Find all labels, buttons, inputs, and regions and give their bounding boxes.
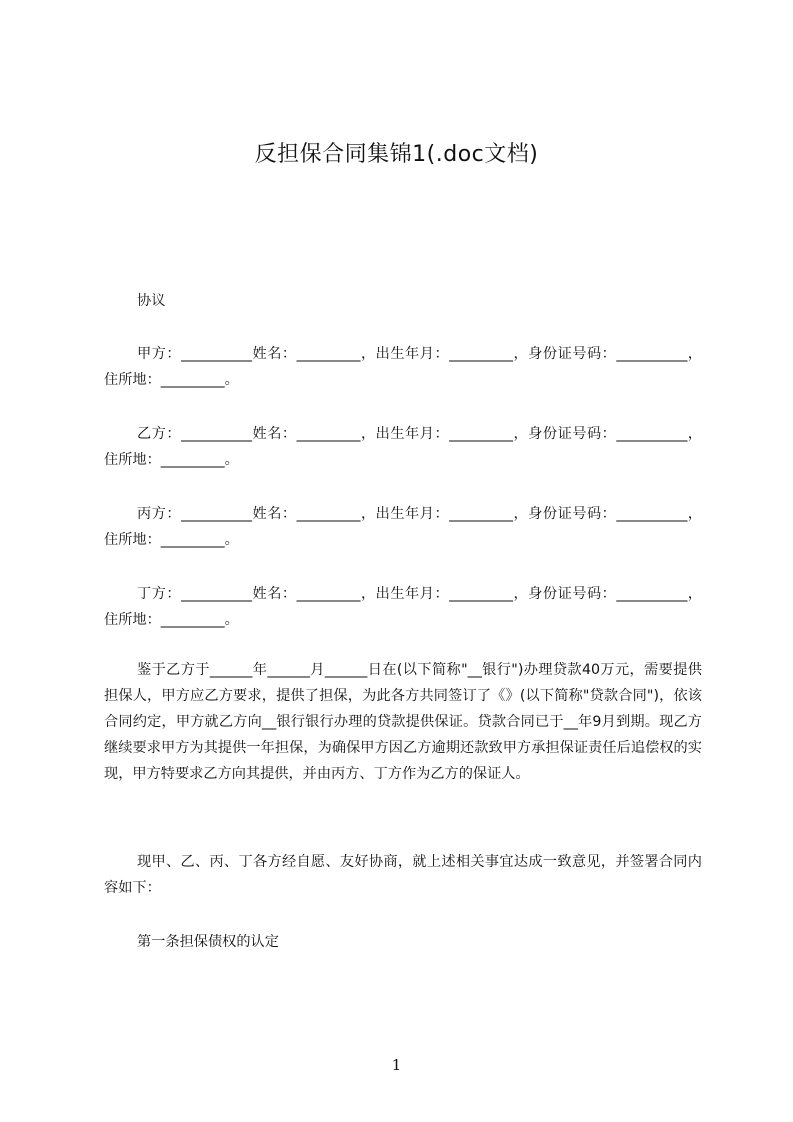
party-ding-block [104, 581, 702, 633]
intro-heading: 协议 [137, 293, 166, 309]
agreement-paragraph-block [104, 849, 702, 901]
party-bing-line: 丙方：__________姓名：_________，出生年月：_________，身份证号码：__________，住所地：_________。 [104, 506, 702, 548]
party-yi-line: 乙方：__________姓名：_________，出生年月：_________，身份证号码：__________，住所地：_________。 [104, 426, 702, 468]
recital-paragraph-block [104, 657, 702, 787]
party-yi-block [104, 421, 702, 473]
document-title: 反担保合同集锦1(.doc文档) [254, 142, 539, 167]
party-bing-block [104, 501, 702, 553]
party-jia-line: 甲方：__________姓名：_________，出生年月：_________，身份证号码：__________，住所地：_________。 [104, 346, 702, 388]
agreement-paragraph: 现甲、乙、丙、丁各方经自愿、友好协商，就上述相关事宜达成一致意见，并签署合同内容如下： [104, 854, 702, 896]
recital-paragraph: 鉴于乙方于______年______月______日在(以下简称"__银行")办理贷款40万元，需要提供担保人，甲方应乙方要求，提供了担保，为此各方共同签订了《》(以下简称"贷款合同")，依该合同约定，甲方就乙方向__银行银行办理的贷款提供保证。贷款合同已于__年9月到期。现乙方继续要求甲方为其提供一年担保，为确保甲方因乙方逾期还款致甲方承担保证责任后追偿权的实现，甲方特要求乙方向其提供，并由丙方、丁方作为乙方的保证人。 [104, 662, 702, 782]
party-ding-line: 丁方：__________姓名：_________，出生年月：_________，身份证号码：__________，住所地：_________。 [104, 586, 702, 628]
party-jia-block [104, 341, 702, 393]
article-1-heading: 第一条担保债权的认定 [137, 934, 279, 950]
page-number: 1 [391, 1056, 402, 1074]
